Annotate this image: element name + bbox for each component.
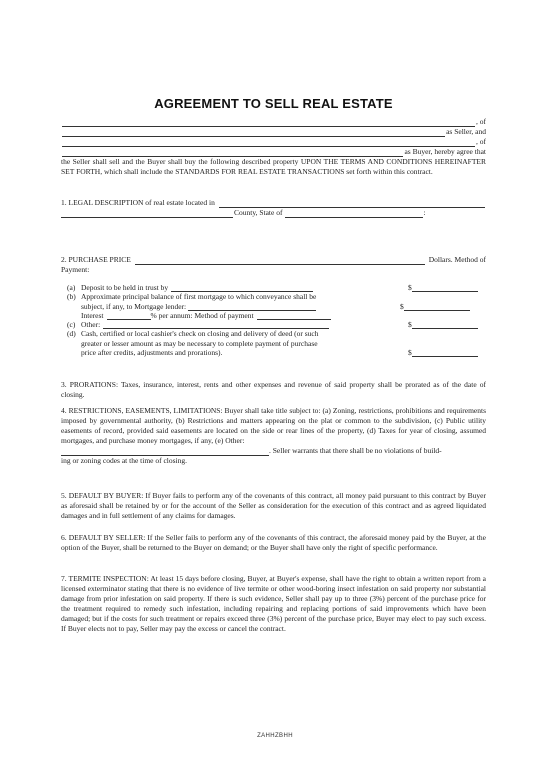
state-field[interactable] xyxy=(285,208,426,218)
section-default-buyer: 5. DEFAULT BY BUYER: If Buyer fails to perform any of the covenants of this contract, all money paid pursuant to this contract by Buyer as aforesaid shall be retained by or for the account of the Seller as consideration for the execution of this contract and as agreed liquidated damages and in full settlement of any claims for damages. xyxy=(61,491,486,520)
section-legal-description xyxy=(61,198,486,218)
section-restrictions xyxy=(61,406,486,466)
document-title: AGREEMENT TO SELL REAL ESTATE xyxy=(154,96,393,111)
item-text-row xyxy=(81,311,482,320)
item-text-row xyxy=(81,302,408,311)
item-text: Deposit to be held in trust by xyxy=(81,283,169,292)
section-purchase-price xyxy=(61,255,486,275)
restrictions-last: ing or zoning codes at the time of closing. xyxy=(61,456,188,465)
payment-method-field[interactable] xyxy=(257,312,331,320)
item-text-row xyxy=(81,320,408,329)
seller-address-field[interactable] xyxy=(62,129,445,137)
deposit-amount-field[interactable] xyxy=(412,284,478,292)
item-text-row xyxy=(81,283,408,292)
seller-address-line xyxy=(61,127,486,137)
footer-code: ZAHHZBHH xyxy=(257,733,293,739)
item-text: Approximate principal balance of first mortgage to which conveyance shall be xyxy=(81,292,317,302)
as-seller-label: as Seller, and xyxy=(446,127,486,136)
other-amount-field[interactable] xyxy=(412,321,478,329)
dollars-method-label: Dollars. Method of xyxy=(428,255,486,264)
cash-amount xyxy=(408,348,482,357)
dollar-sign: $ xyxy=(408,320,412,330)
mortgage-amount-field[interactable] xyxy=(404,303,470,311)
restrictions-text: 4. RESTRICTIONS, EASEMENTS, LIMITATIONS: Buyer shall take title subject to: (a) Zoning, restrictions, prohibitions and requirements imposed by governmental authority, (b) Restrictions and matters appearing on the plat or common to the subdivision, (c) Public utility easements of record, provided said easements are located on the side or rear lines of the property, (d) Taxes for year of closing, assumed mortgages, and purchase money mortgages, if any, (e) Other: xyxy=(61,406,486,445)
item-label-empty xyxy=(67,339,81,348)
dollar-sign: $ xyxy=(408,348,412,358)
item-text: price after credits, adjustments and prorations). xyxy=(81,348,223,358)
item-text: greater or lesser amount as may be necessary to complete payment of purchase xyxy=(81,338,318,348)
buyer-name-field[interactable] xyxy=(62,139,475,147)
item-label: (a) xyxy=(67,283,76,292)
purchase-price-line xyxy=(61,255,486,265)
payment-item-cash-cont xyxy=(67,339,482,348)
payment-item-interest xyxy=(67,311,482,320)
legal-description-line xyxy=(61,198,486,208)
parties-body-text: the Seller shall sell and the Buyer shall buy the following described property UPON THE TERMS AND CONDITIONS HEREINAFTER SET FORTH, which shall include the STANDARDS FOR REAL ESTATE TRANSACTIONS set forth within this contract. xyxy=(61,157,486,176)
county-label: County, State of xyxy=(234,208,283,217)
item-label-empty xyxy=(67,348,81,357)
payment-item-cash-cont2 xyxy=(67,348,482,357)
seller-name-line xyxy=(61,117,486,127)
deposit-amount xyxy=(408,283,482,292)
county-state-line xyxy=(61,208,486,218)
item-label-empty xyxy=(67,302,81,311)
dollar-sign: $ xyxy=(400,301,404,311)
dollar-sign: $ xyxy=(408,283,412,292)
restrictions-other-field[interactable] xyxy=(61,448,269,456)
purchase-price-heading: 2. PURCHASE PRICE xyxy=(61,255,131,264)
item-text: Other: xyxy=(81,320,101,330)
item-text: Cash, certified or local cashier's check on closing and delivery of deed (or such xyxy=(81,329,319,339)
parties-section xyxy=(61,117,486,177)
as-buyer-label: as Buyer, hereby agree that xyxy=(404,147,486,156)
payment-item-mortgage xyxy=(67,292,482,301)
payment-item-deposit xyxy=(67,283,482,292)
item-label: (b) xyxy=(67,292,76,302)
legal-description-field[interactable] xyxy=(219,200,485,208)
cash-amount-field[interactable] xyxy=(412,349,478,357)
section-prorations: 3. PRORATIONS: Taxes, insurance, interest, rents and other expenses and revenue of said property shall be prorated as of the date of closing. xyxy=(61,380,486,399)
county-field[interactable] xyxy=(61,210,233,218)
other-amount xyxy=(408,320,482,329)
buyer-name-line xyxy=(61,137,486,147)
payment-label: Payment: xyxy=(61,265,90,274)
buyer-address-line xyxy=(61,147,486,157)
interest-rate-field[interactable] xyxy=(107,312,151,320)
item-label: (d) xyxy=(67,329,76,339)
item-text: % per annum: Method of payment xyxy=(150,310,254,320)
mortgage-lender-field[interactable] xyxy=(188,303,316,311)
of-label: , of xyxy=(476,137,486,146)
seller-name-field[interactable] xyxy=(62,119,475,127)
legal-description-heading: 1. LEGAL DESCRIPTION of real estate located in xyxy=(61,198,215,207)
payment-item-cash xyxy=(67,329,482,338)
item-label: (c) xyxy=(67,320,76,330)
section-default-seller: 6. DEFAULT BY SELLER: If the Seller fails to perform any of the covenants of this contract, the aforesaid money paid by the Buyer, at the option of the Buyer, shall be returned to the Buyer on demand; or the Buyer shall have only the right of specific performance. xyxy=(61,533,486,552)
of-label: , of xyxy=(476,117,486,126)
colon-label: : xyxy=(423,208,426,217)
buyer-address-field[interactable] xyxy=(62,149,403,157)
payment-items-list xyxy=(67,283,482,357)
item-label-empty xyxy=(67,311,81,320)
item-text: subject, if any, to Mortgage lender: xyxy=(81,301,187,311)
payment-item-other xyxy=(67,320,482,329)
escrow-agent-field[interactable] xyxy=(171,284,313,292)
restrictions-tail: . Seller warrants that there shall be no violations of build- xyxy=(269,446,442,455)
other-payment-field[interactable] xyxy=(103,321,329,329)
purchase-price-field[interactable] xyxy=(135,257,425,265)
restrictions-other-line xyxy=(61,446,486,456)
section-termite-inspection: 7. TERMITE INSPECTION: At least 15 days before closing, Buyer, at Buyer's expense, shall have the right to obtain a written report from a licensed exterminator stating that there is no evidence of live termite or other wood-boring insect infestation on said property nor substantial damage from prior infestation on said property. If there is such evidence, Seller shall pay up to three (3%) percent of the purchase price for the treatment required to remedy such infestation, including repairing and replacing portions of said improvements which have been damaged; but if the costs for such treatment or repairs exceed three (3%) percent of the purchase price, Buyer may elect to pay such excess. If Buyer elects not to pay, Seller may pay the excess or cancel the contract. xyxy=(61,574,486,633)
payment-item-mortgage-lender xyxy=(67,302,482,311)
mortgage-amount xyxy=(400,302,482,311)
item-text: Interest xyxy=(81,310,104,320)
